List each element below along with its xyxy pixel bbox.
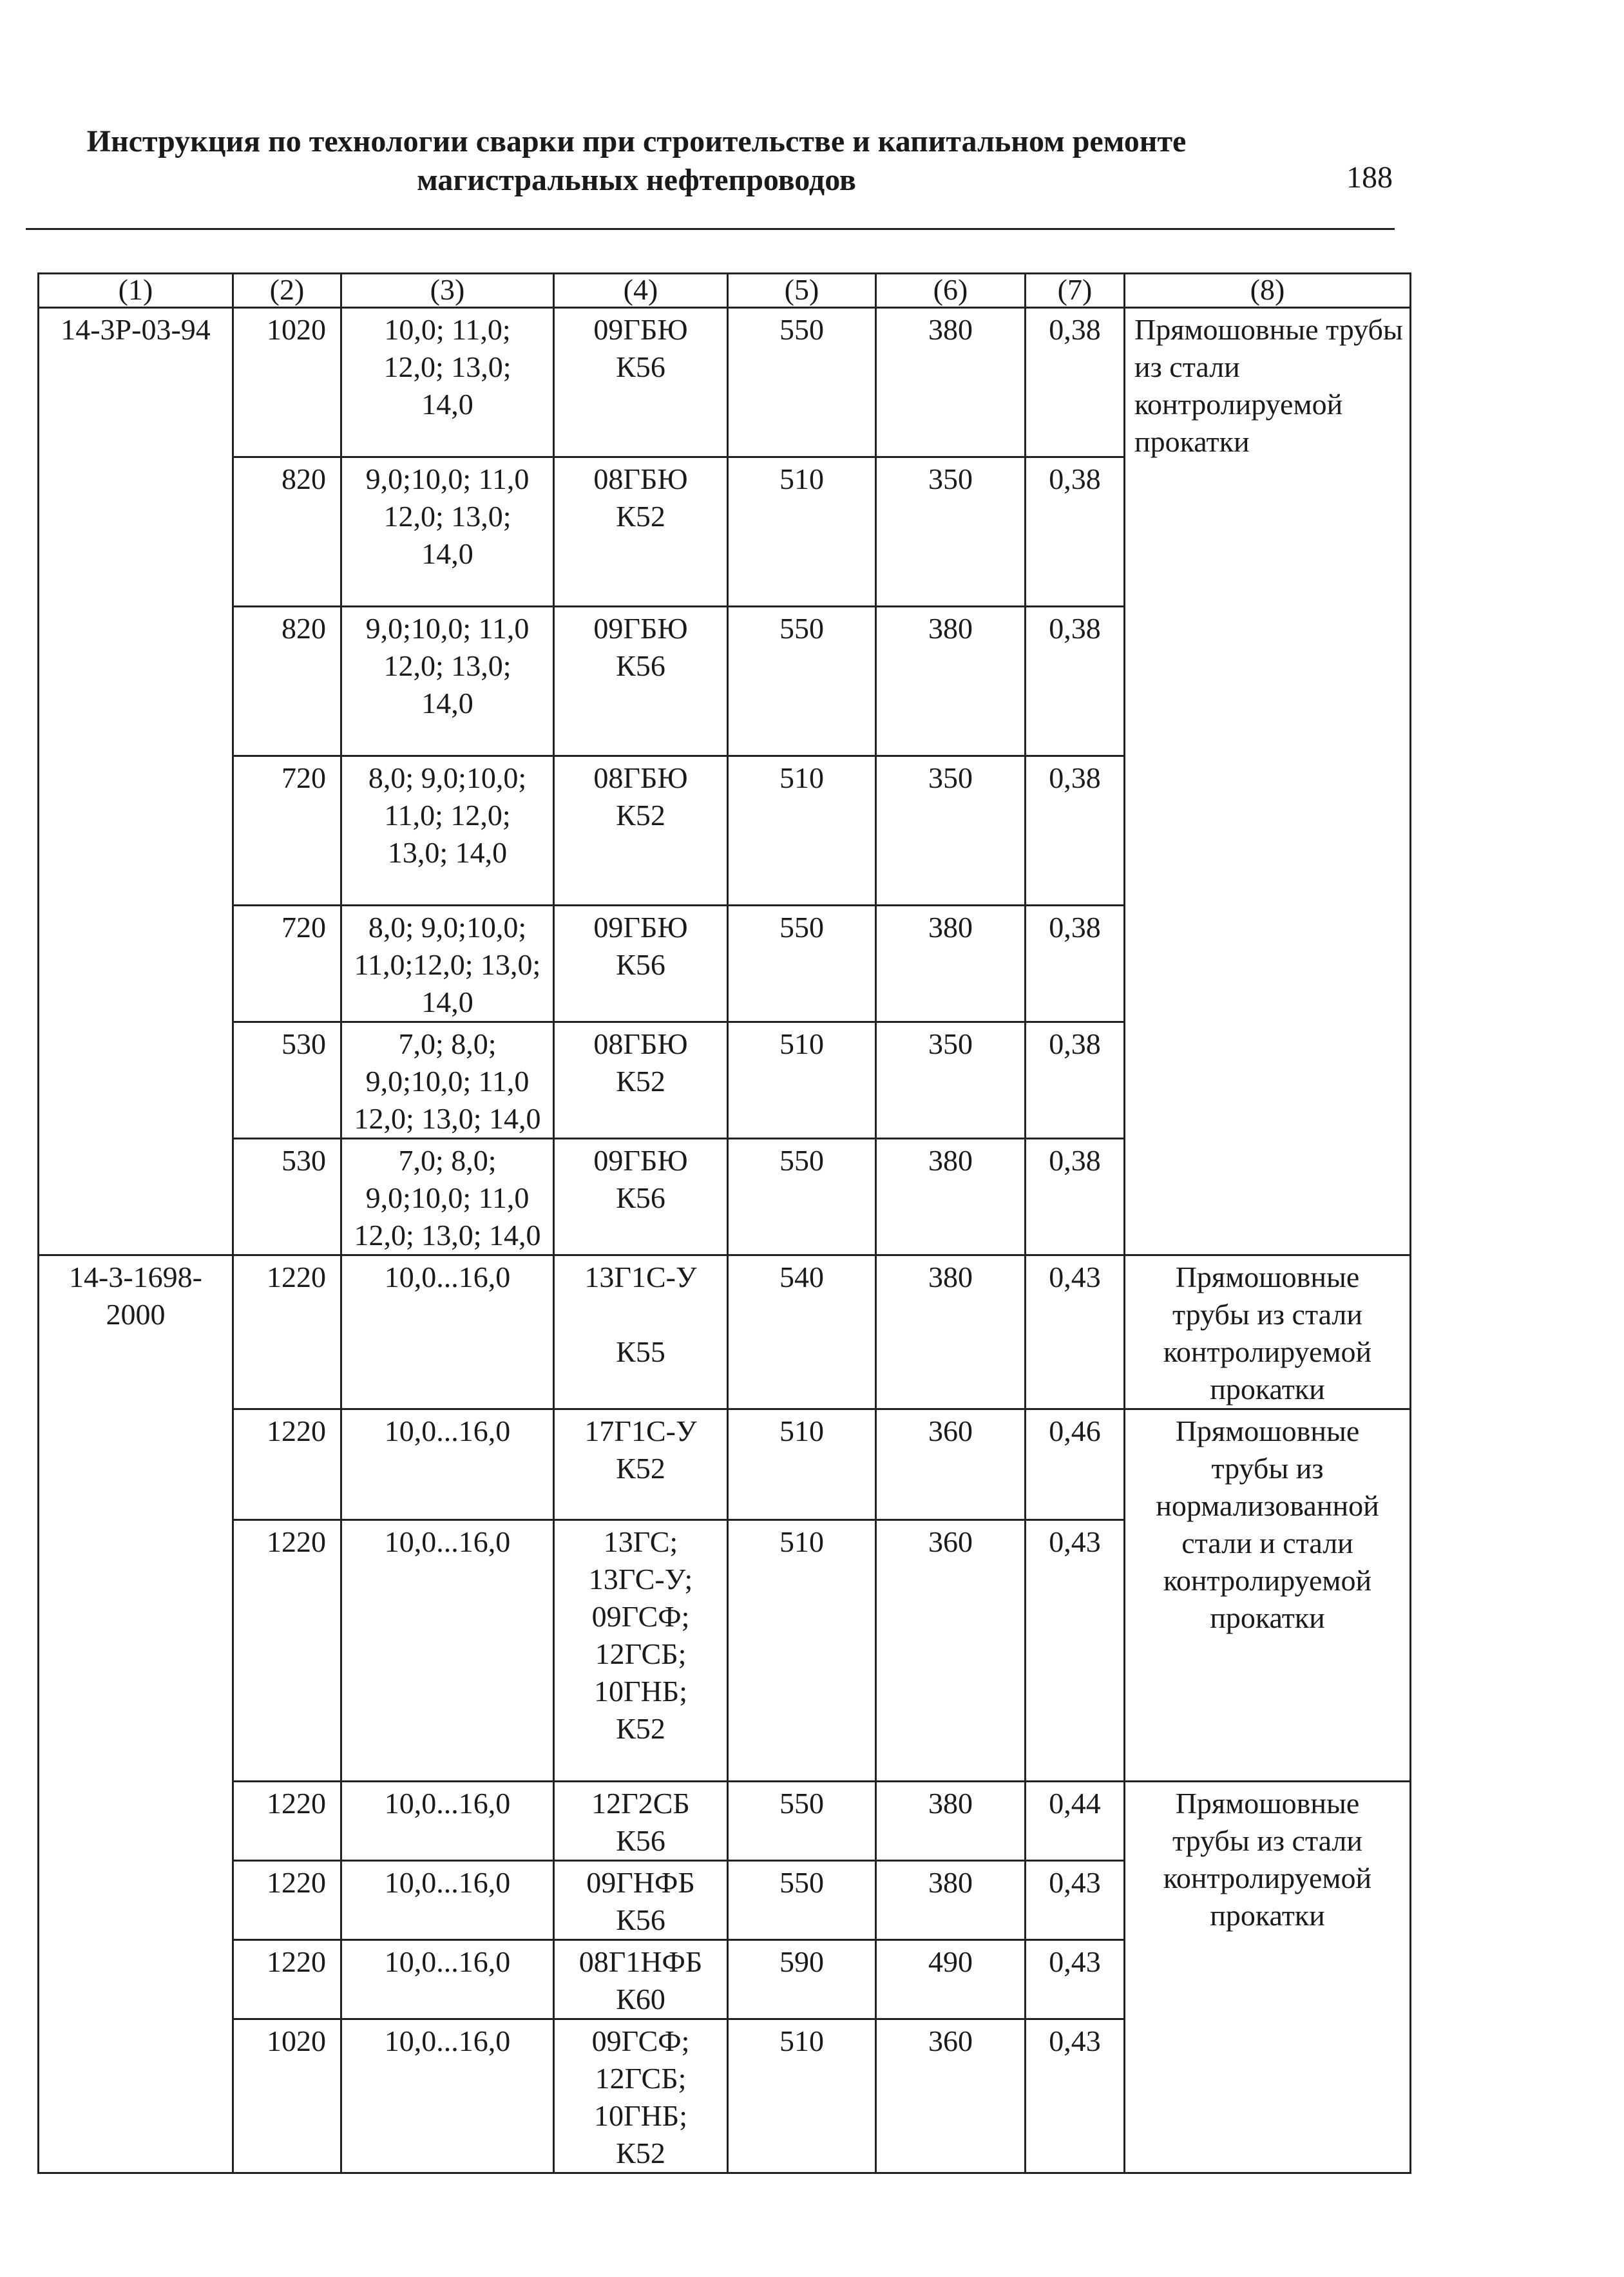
- steel-grade-cell: 09ГБЮ К56: [554, 607, 728, 756]
- wall-thickness-cell: 7,0; 8,0; 9,0;10,0; 11,0 12,0; 13,0; 14,0: [341, 1022, 554, 1139]
- spec-cell: 14-3Р-03-94: [39, 308, 233, 1255]
- wall-thickness-cell: 10,0...16,0: [341, 1861, 554, 1940]
- table-header-row: [39, 274, 1411, 308]
- steel-grade-cell: 09ГБЮ К56: [554, 308, 728, 457]
- diameter-cell: 1020: [233, 308, 341, 457]
- col7-cell: 0,46: [1026, 1409, 1125, 1520]
- diameter-cell: 720: [233, 756, 341, 906]
- col5-cell: 510: [728, 1409, 876, 1520]
- diameter-cell: 530: [233, 1139, 341, 1255]
- diameter-cell: 820: [233, 457, 341, 607]
- steel-grade-cell: 08ГБЮ К52: [554, 756, 728, 906]
- steel-grade-cell: 09ГСФ; 12ГСБ; 10ГНБ; К52: [554, 2019, 728, 2173]
- column-header: (1): [39, 274, 233, 308]
- column-header: (4): [554, 274, 728, 308]
- diameter-cell: 720: [233, 906, 341, 1022]
- diameter-cell: 530: [233, 1022, 341, 1139]
- col7-cell: 0,38: [1026, 756, 1125, 906]
- col7-cell: 0,38: [1026, 457, 1125, 607]
- wall-thickness-cell: 10,0; 11,0; 12,0; 13,0; 14,0: [341, 308, 554, 457]
- col5-cell: 550: [728, 308, 876, 457]
- col7-cell: 0,43: [1026, 1861, 1125, 1940]
- table-row: [39, 1409, 1411, 1520]
- col6-cell: 380: [876, 1861, 1026, 1940]
- steel-grade-cell: 09ГНФБ К56: [554, 1861, 728, 1940]
- col5-cell: 510: [728, 457, 876, 607]
- col7-cell: 0,44: [1026, 1782, 1125, 1861]
- steel-grade-cell: 08ГБЮ К52: [554, 457, 728, 607]
- diameter-cell: 1020: [233, 2019, 341, 2173]
- col7-cell: 0,38: [1026, 308, 1125, 457]
- col6-cell: 490: [876, 1940, 1026, 2019]
- diameter-cell: 1220: [233, 1255, 341, 1409]
- col6-cell: 380: [876, 1139, 1026, 1255]
- col6-cell: 350: [876, 457, 1026, 607]
- steel-grade-cell: 09ГБЮ К56: [554, 906, 728, 1022]
- col6-cell: 350: [876, 1022, 1026, 1139]
- col6-cell: 380: [876, 1782, 1026, 1861]
- diameter-cell: 1220: [233, 1861, 341, 1940]
- wall-thickness-cell: 10,0...16,0: [341, 1940, 554, 2019]
- col5-cell: 510: [728, 756, 876, 906]
- wall-thickness-cell: 7,0; 8,0; 9,0;10,0; 11,0 12,0; 13,0; 14,0: [341, 1139, 554, 1255]
- steel-pipe-table: [37, 272, 1411, 2174]
- spec-cell: 14-3-1698- 2000: [39, 1255, 233, 2173]
- wall-thickness-cell: 9,0;10,0; 11,0 12,0; 13,0; 14,0: [341, 607, 554, 756]
- col7-cell: 0,43: [1026, 1940, 1125, 2019]
- diameter-cell: 1220: [233, 1409, 341, 1520]
- wall-thickness-cell: 8,0; 9,0;10,0; 11,0;12,0; 13,0; 14,0: [341, 906, 554, 1022]
- column-header: (2): [233, 274, 341, 308]
- diameter-cell: 1220: [233, 1940, 341, 2019]
- header-title-line2: магистральных нефтепроводов: [417, 163, 856, 197]
- column-header: (6): [876, 274, 1026, 308]
- wall-thickness-cell: 10,0...16,0: [341, 1520, 554, 1782]
- column-header: (5): [728, 274, 876, 308]
- col5-cell: 550: [728, 1139, 876, 1255]
- col5-cell: 550: [728, 1782, 876, 1861]
- col5-cell: 550: [728, 607, 876, 756]
- col7-cell: 0,43: [1026, 2019, 1125, 2173]
- column-header: (7): [1026, 274, 1125, 308]
- col5-cell: 510: [728, 1022, 876, 1139]
- col5-cell: 590: [728, 1940, 876, 2019]
- note-cell: Прямошовные трубы из нормализованной стали и стали контролируемой прокатки: [1125, 1409, 1411, 1782]
- col5-cell: 550: [728, 906, 876, 1022]
- col6-cell: 350: [876, 756, 1026, 906]
- wall-thickness-cell: 8,0; 9,0;10,0; 11,0; 12,0; 13,0; 14,0: [341, 756, 554, 906]
- wall-thickness-cell: 10,0...16,0: [341, 1782, 554, 1861]
- note-cell: Прямошовные трубы из стали контролируемой прокатки: [1125, 1255, 1411, 1409]
- diameter-cell: 1220: [233, 1520, 341, 1782]
- col7-cell: 0,38: [1026, 1022, 1125, 1139]
- col6-cell: 380: [876, 906, 1026, 1022]
- column-header: (8): [1125, 274, 1411, 308]
- document-header: [37, 122, 1236, 200]
- col6-cell: 360: [876, 1520, 1026, 1782]
- col7-cell: 0,38: [1026, 1139, 1125, 1255]
- col6-cell: 380: [876, 308, 1026, 457]
- col7-cell: 0,43: [1026, 1255, 1125, 1409]
- steel-grade-cell: 17Г1С-У К52: [554, 1409, 728, 1520]
- table-row: [39, 1782, 1411, 1861]
- col5-cell: 510: [728, 1520, 876, 1782]
- wall-thickness-cell: 10,0...16,0: [341, 1255, 554, 1409]
- header-divider: [26, 228, 1395, 230]
- note-cell: Прямошовные трубы из стали контролируемой прокатки: [1125, 1782, 1411, 2173]
- steel-grade-cell: 13ГС; 13ГС-У; 09ГСФ; 12ГСБ; 10ГНБ; К52: [554, 1520, 728, 1782]
- diameter-cell: 820: [233, 607, 341, 756]
- col7-cell: 0,38: [1026, 607, 1125, 756]
- column-header: (3): [341, 274, 554, 308]
- wall-thickness-cell: 9,0;10,0; 11,0 12,0; 13,0; 14,0: [341, 457, 554, 607]
- col6-cell: 360: [876, 2019, 1026, 2173]
- steel-grade-cell: 08Г1НФБ К60: [554, 1940, 728, 2019]
- col6-cell: 360: [876, 1409, 1026, 1520]
- steel-grade-cell: 09ГБЮ К56: [554, 1139, 728, 1255]
- header-title-line1: Инструкция по технологии сварки при строительстве и капитальном ремонте: [86, 124, 1187, 158]
- table-row: [39, 308, 1411, 457]
- note-cell: Прямошовные трубы из стали контролируемой прокатки: [1125, 308, 1411, 1255]
- col5-cell: 510: [728, 2019, 876, 2173]
- col6-cell: 380: [876, 1255, 1026, 1409]
- steel-grade-cell: 08ГБЮ К52: [554, 1022, 728, 1139]
- table-row: [39, 1255, 1411, 1409]
- col5-cell: 550: [728, 1861, 876, 1940]
- page-number: 188: [1346, 160, 1393, 195]
- col7-cell: 0,38: [1026, 906, 1125, 1022]
- wall-thickness-cell: 10,0...16,0: [341, 2019, 554, 2173]
- diameter-cell: 1220: [233, 1782, 341, 1861]
- steel-grade-cell: 13Г1С-У К55: [554, 1255, 728, 1409]
- steel-grade-cell: 12Г2СБ К56: [554, 1782, 728, 1861]
- wall-thickness-cell: 10,0...16,0: [341, 1409, 554, 1520]
- col7-cell: 0,43: [1026, 1520, 1125, 1782]
- col5-cell: 540: [728, 1255, 876, 1409]
- col6-cell: 380: [876, 607, 1026, 756]
